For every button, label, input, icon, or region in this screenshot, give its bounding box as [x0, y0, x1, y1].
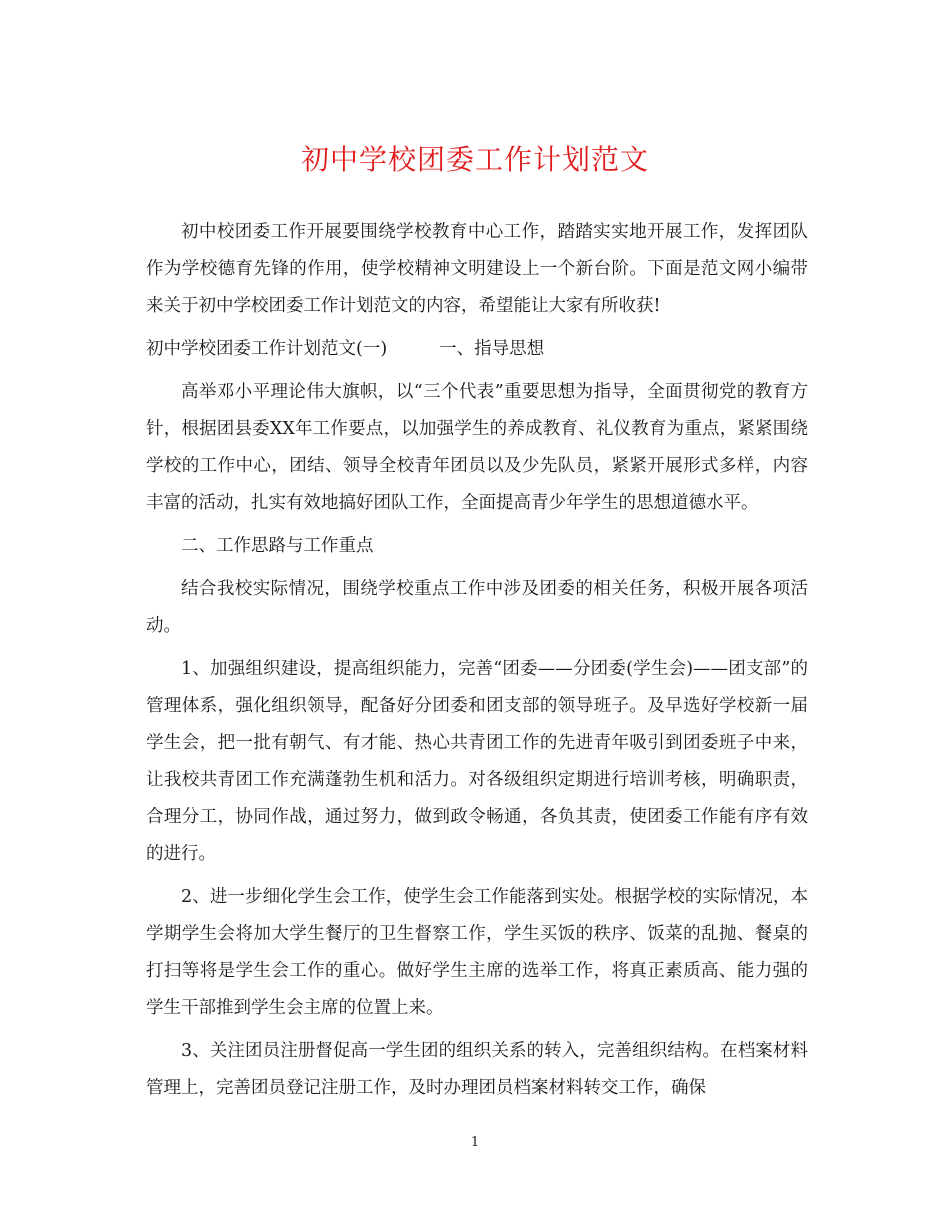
paragraph-work-ideas: 结合我校实际情况，围绕学校重点工作中涉及团委的相关任务，积极开展各项活动。	[146, 579, 808, 636]
section-title: 初中学校团委工作计划范文(一)	[146, 339, 388, 359]
paragraph-guiding-ideology: 高举邓小平理论伟大旗帜，以“三个代表”重要思想为指导，全面贯彻党的教育方针，根据团县委XX年工作要点，以加强学生的养成教育、礼仪教育为重点，紧紧围绕学校的工作中心，团结、领导全校青年团员以及少先队员，紧紧开展形式多样，内容丰富的活动，扎实有效地搞好团队工作，全面提高青少年学生的思想道德水平。	[146, 382, 808, 513]
paragraph-item-2: 2、进一步细化学生会工作，使学生会工作能落到实处。根据学校的实际情况，本学期学生会将加大学生餐厅的卫生督察工作，学生买饭的秩序、饭菜的乱抛、餐桌的打扫等将是学生会工作的重心。做好学生主席的选举工作，将真正素质高、能力强的学生干部推到学生会主席的位置上来。	[146, 887, 808, 1018]
document-body	[146, 214, 808, 1113]
paragraph-item-1: 1、加强组织建设，提高组织能力，完善“团委——分团委(学生会)——团支部”的管理体系，强化组织领导，配备好分团委和团支部的领导班子。及早选好学校新一届学生会，把一批有朝气、有才能、热心共青团工作的先进青年吸引到团委班子中来，让我校共青团工作充满蓬勃生机和活力。对各级组织定期进行培训考核，明确职责，合理分工，协同作战，通过努力，做到政令畅通，各负其责，使团委工作能有序有效的进行。	[146, 659, 808, 864]
intro-paragraph: 初中校团委工作开展要围绕学校教育中心工作，踏踏实实地开展工作，发挥团队作为学校德育先锋的作用，使学校精神文明建设上一个新台阶。下面是范文网小编带来关于初中学校团委工作计划范文的内容，希望能让大家有所收获!	[146, 222, 808, 316]
section-title-line	[146, 331, 808, 368]
paragraph-item-3: 3、关注团员注册督促高一学生团的组织关系的转入，完善组织结构。在档案材料管理上，完善团员登记注册工作，及时办理团员档案材料转交工作，确保	[146, 1041, 808, 1098]
section-heading-guiding-ideology: 一、指导思想	[439, 339, 545, 359]
page-number: 1	[470, 1135, 480, 1150]
document-title: 初中学校团委工作计划范文	[300, 143, 649, 176]
section-heading-work-ideas: 二、工作思路与工作重点	[181, 536, 374, 556]
